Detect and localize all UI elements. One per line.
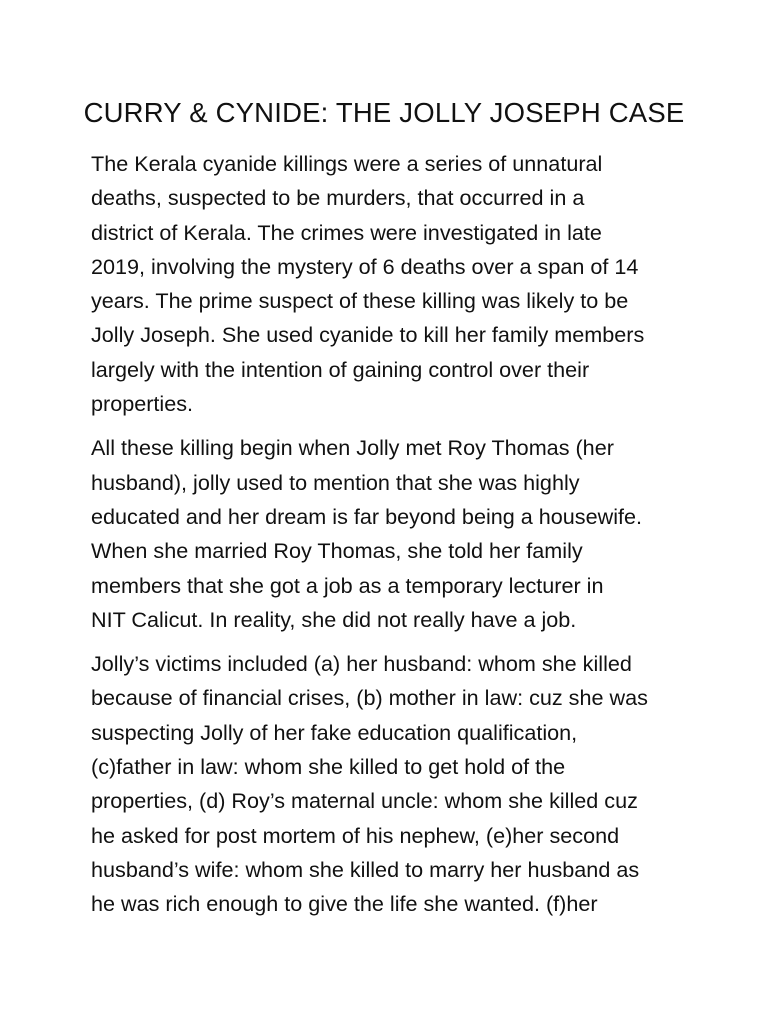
paragraph-line: educated and her dream is far beyond being a housewife.: [91, 503, 643, 529]
paragraph-line: NIT Calicut. In reality, she did not really have a job.: [91, 606, 577, 632]
paragraph-line: because of financial crises, (b) mother in law: cuz she was: [91, 685, 648, 711]
paragraph-line: husband’s wife: whom she killed to marry her husband as: [91, 856, 640, 882]
paragraph-3: [91, 647, 691, 921]
paragraph-line: Jolly’s victims included (a) her husband: whom she killed: [91, 651, 632, 677]
paragraph-line: suspecting Jolly of her fake education qualification,: [91, 719, 578, 745]
paragraph-line: When she married Roy Thomas, she told her family: [91, 538, 583, 564]
paragraph-2: [91, 431, 691, 637]
document-body: [91, 147, 691, 932]
paragraph-line: (c)father in law: whom she killed to get hold of the: [91, 754, 566, 780]
paragraph-line: he was rich enough to give the life she wanted. (f)her: [91, 891, 598, 917]
paragraph-line: All these killing begin when Jolly met Roy Thomas (her: [91, 435, 614, 461]
paragraph-line: husband), jolly used to mention that she was highly: [91, 469, 580, 495]
paragraph-line: properties, (d) Roy’s maternal uncle: whom she killed cuz: [91, 788, 638, 814]
paragraph-line: Jolly Joseph. She used cyanide to kill her family members: [91, 322, 645, 348]
paragraph-line: 2019, involving the mystery of 6 deaths over a span of 14: [91, 253, 639, 279]
paragraph-line: largely with the intention of gaining control over their: [91, 356, 590, 382]
paragraph-line: deaths, suspected to be murders, that occurred in a: [91, 185, 585, 211]
paragraph-line: he asked for post mortem of his nephew, (e)her second: [91, 822, 620, 848]
document-title: CURRY & CYNIDE: THE JOLLY JOSEPH CASE: [83, 97, 685, 128]
paragraph-line: district of Kerala. The crimes were investigated in late: [91, 219, 602, 245]
paragraph-line: properties.: [91, 391, 194, 417]
paragraph-line: years. The prime suspect of these killing was likely to be: [91, 288, 629, 314]
paragraph-line: The Kerala cyanide killings were a series of unnatural: [91, 151, 603, 176]
paragraph-line: members that she got a job as a temporary lecturer in: [91, 572, 604, 598]
paragraph-1: [91, 147, 691, 421]
